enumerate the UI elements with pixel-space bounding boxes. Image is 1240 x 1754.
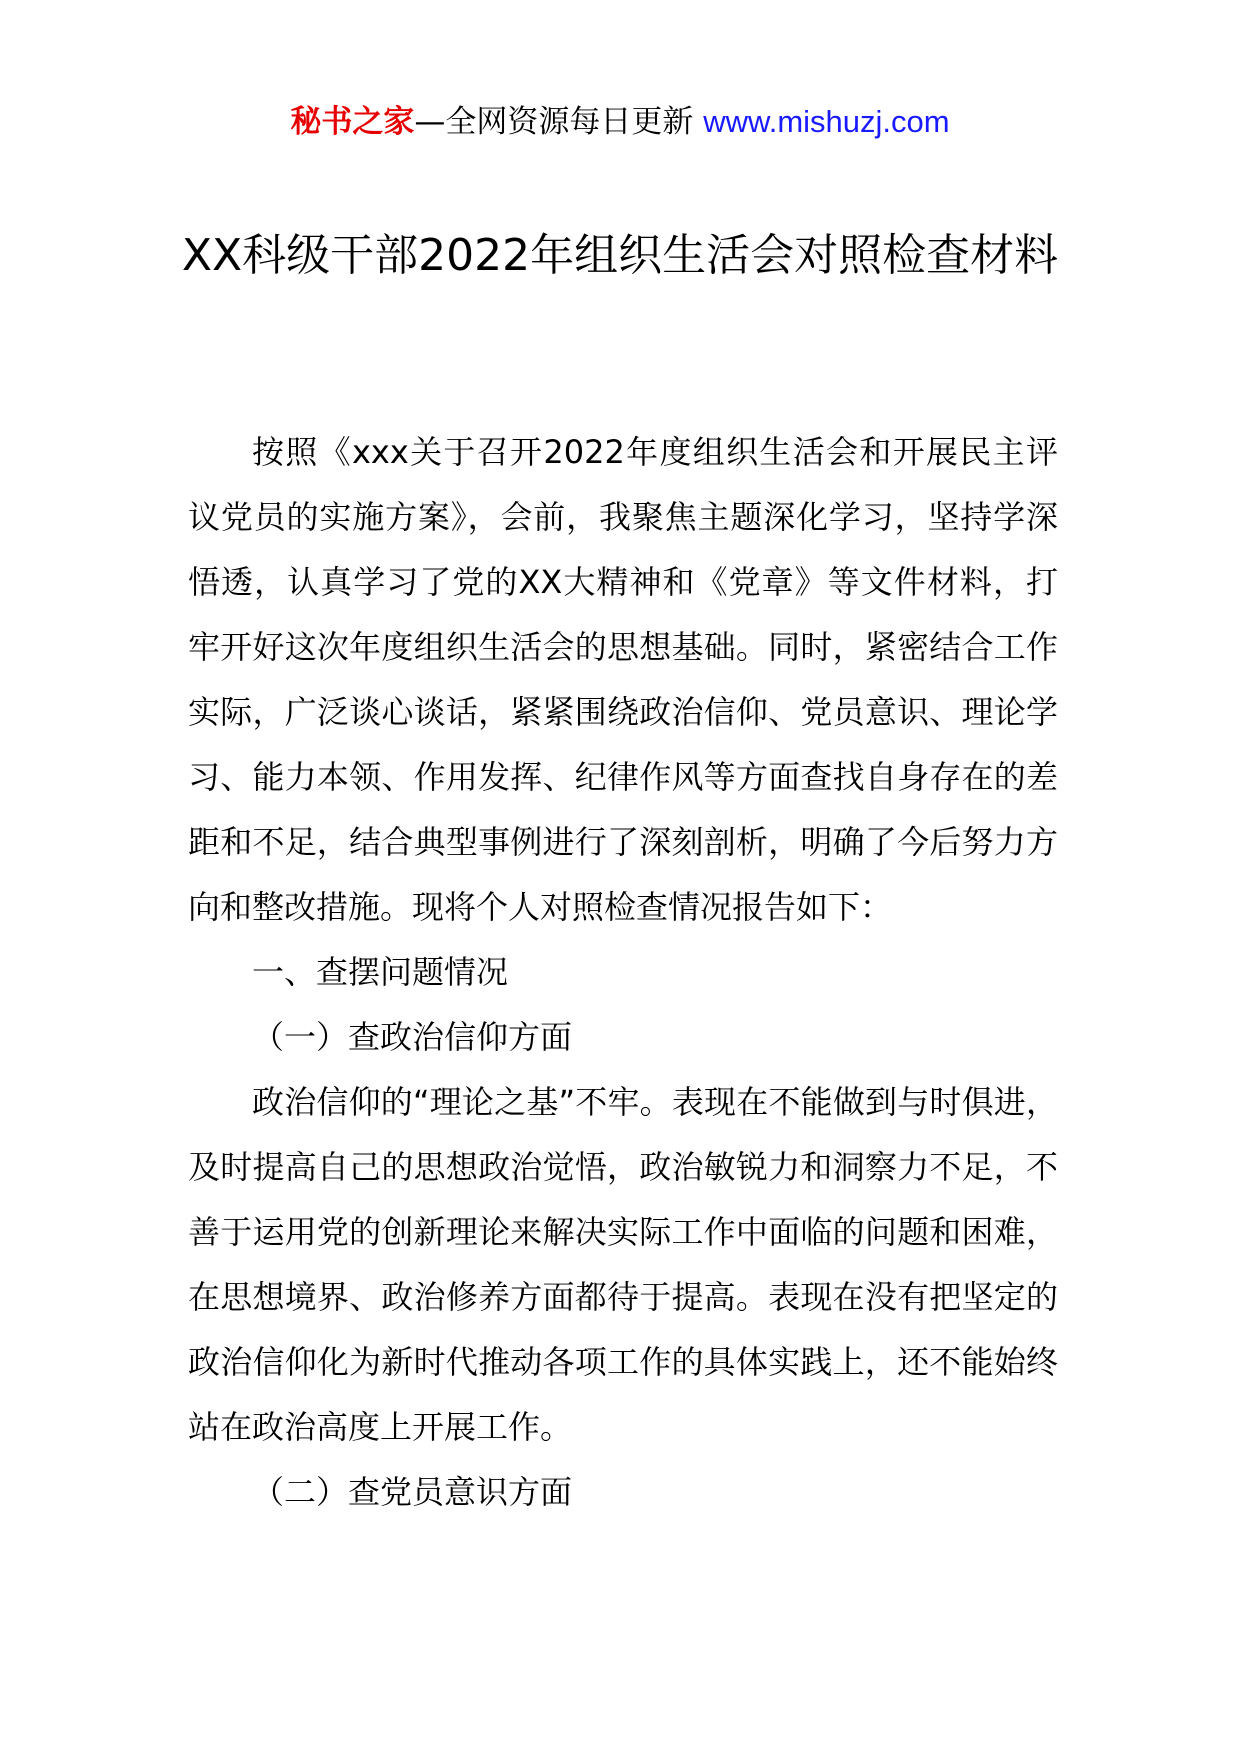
document-body xyxy=(188,420,1058,1525)
subsection-heading-political-belief: （一）查政治信仰方面 xyxy=(252,1018,573,1056)
site-header xyxy=(0,100,1240,144)
site-url-link[interactable]: www.mishuzj.com xyxy=(703,104,950,139)
intro-paragraph: 按照《xxx关于召开2022年度组织生活会和开展民主评议党员的实施方案》，会前，我聚焦主题深化学习，坚持学深悟透，认真学习了党的XX大精神和《党章》等文件材料，打牢开好这次年度组织生活会的思想基础。同时，紧密结合工作实际，广泛谈心谈话，紧紧围绕政治信仰、党员意识、理论学习、能力本领、作用发挥、纪律作风等方面查找自身存在的差距和不足，结合典型事例进行了深刻剖析，明确了今后努力方向和整改措施。现将个人对照检查情况报告如下： xyxy=(188,433,1058,926)
subsection-heading-party-awareness: （二）查党员意识方面 xyxy=(252,1473,573,1511)
body-paragraph-political-belief: 政治信仰的“理论之基”不牢。表现在不能做到与时俱进，及时提高自己的思想政治觉悟，政治敏锐力和洞察力不足，不善于运用党的创新理论来解决实际工作中面临的问题和困难，在思想境界、政治修养方面都待于提高。表现在没有把坚定的政治信仰化为新时代推动各项工作的具体实践上，还不能始终站在政治高度上开展工作。 xyxy=(188,1083,1058,1446)
section-heading: 一、查摆问题情况 xyxy=(252,953,509,991)
brand-name: 秘书之家 xyxy=(290,104,415,140)
header-tagline: —全网资源每日更新 xyxy=(414,104,704,140)
document-title: XX科级干部2022年组织生活会对照检查材料 xyxy=(181,230,1059,281)
